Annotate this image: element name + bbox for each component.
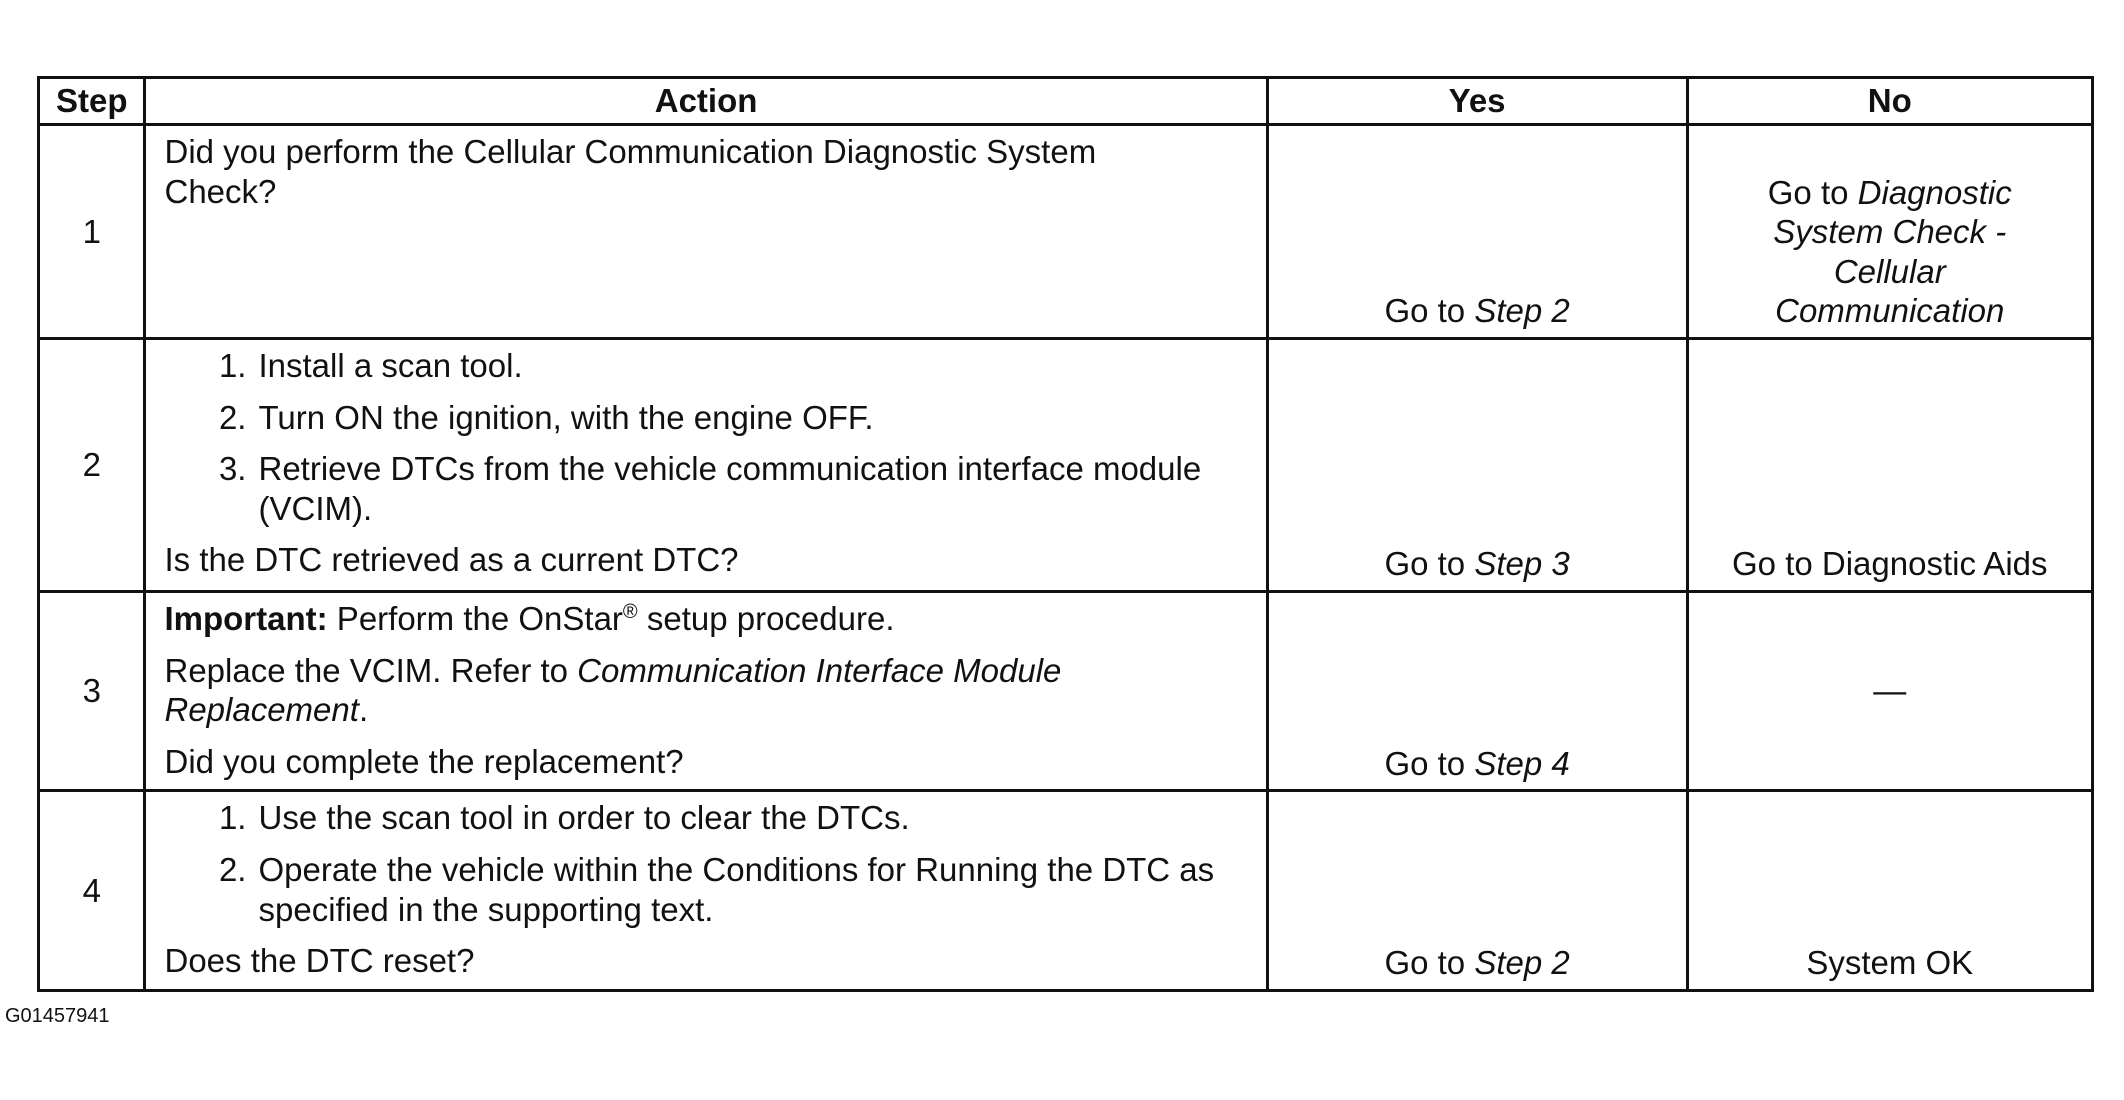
yes-prefix: Go to [1384, 545, 1475, 583]
yes-cell [1267, 791, 1687, 990]
list-item-text: Use the scan tool in order to clear the DTCs. [258, 799, 910, 837]
header-no: No [1687, 78, 2093, 125]
list-item [164, 449, 1247, 528]
important-text: Perform the OnStar [327, 600, 623, 637]
list-item-number: 1. [218, 347, 247, 384]
list-item-number: 3. [218, 450, 247, 488]
no-cell [1687, 592, 2093, 791]
yes-cell [1267, 125, 1687, 339]
list-item [164, 798, 1247, 838]
yes-cell [1267, 592, 1687, 791]
important-tail: setup procedure. [637, 600, 895, 637]
table-row [39, 592, 2093, 791]
list-item-number: 2. [218, 398, 247, 436]
action-cell [145, 592, 1267, 791]
list-item-text: Operate the vehicle within the Conditions for Running the DTC as specified in the supporting text. [258, 850, 1215, 928]
replace-suffix: . [358, 691, 369, 729]
action-cell [145, 125, 1267, 339]
action-cell [145, 339, 1267, 592]
no-diagnostic-aids: Go to Diagnostic Aids [1732, 545, 2048, 583]
no-cell [1687, 791, 2093, 990]
yes-step-link[interactable]: Step 4 [1474, 744, 1570, 782]
list-item-text: Turn ON the ignition, with the engine OFF. [258, 398, 874, 436]
list-item [164, 346, 1247, 386]
action-question: Did you complete the replacement? [164, 742, 684, 780]
no-prefix: Go to [1767, 173, 1858, 211]
no-cell [1687, 339, 2093, 592]
table-row [39, 339, 2093, 592]
header-action: Action [145, 78, 1267, 125]
step-number: 2 [39, 339, 145, 592]
list-item-text: Retrieve DTCs from the vehicle communication interface module (VCIM). [258, 450, 1202, 527]
yes-prefix: Go to [1384, 744, 1475, 782]
list-item-number: 1. [218, 799, 247, 837]
header-step: Step [39, 78, 145, 125]
action-cell [145, 791, 1267, 990]
action-question: Did you perform the Cellular Communication Diagnostic System Check? [164, 133, 1097, 210]
yes-step-link[interactable]: Step 2 [1474, 292, 1570, 330]
figure-id: G01457941 [5, 1005, 110, 1027]
no-cell [1687, 125, 2093, 339]
list-item [164, 398, 1247, 438]
no-procedure-link[interactable]: Diagnostic System Check - Cellular Communication [1773, 173, 2012, 330]
replacement-procedure-link[interactable]: Communication Interface Module Replacement [164, 651, 1062, 729]
yes-cell [1267, 339, 1687, 592]
header-yes: Yes [1267, 78, 1687, 125]
table-row [39, 125, 2093, 339]
action-steps-list [164, 346, 1247, 528]
important-label: Important: [164, 600, 328, 637]
replace-prefix: Replace the VCIM. Refer to [164, 651, 578, 689]
no-dash: — [1873, 672, 1907, 710]
list-item-text: Install a scan tool. [258, 347, 523, 384]
replace-instruction [164, 651, 1247, 730]
step-number: 4 [39, 791, 145, 990]
important-note [164, 599, 1247, 639]
yes-step-link[interactable]: Step 2 [1474, 944, 1570, 982]
yes-prefix: Go to [1384, 292, 1475, 330]
action-question: Is the DTC retrieved as a current DTC? [164, 541, 739, 579]
table-row [39, 791, 2093, 990]
yes-prefix: Go to [1384, 944, 1475, 982]
action-steps-list [164, 798, 1247, 929]
registered-mark: ® [622, 601, 638, 623]
no-system-ok: System OK [1806, 944, 1974, 982]
diagnostic-table [37, 76, 2094, 992]
list-item-number: 2. [218, 850, 247, 888]
step-number: 1 [39, 125, 145, 339]
action-question: Does the DTC reset? [164, 942, 475, 980]
list-item [164, 850, 1247, 929]
step-number: 3 [39, 592, 145, 791]
table-header-row [39, 78, 2093, 125]
yes-step-link[interactable]: Step 3 [1474, 545, 1570, 583]
